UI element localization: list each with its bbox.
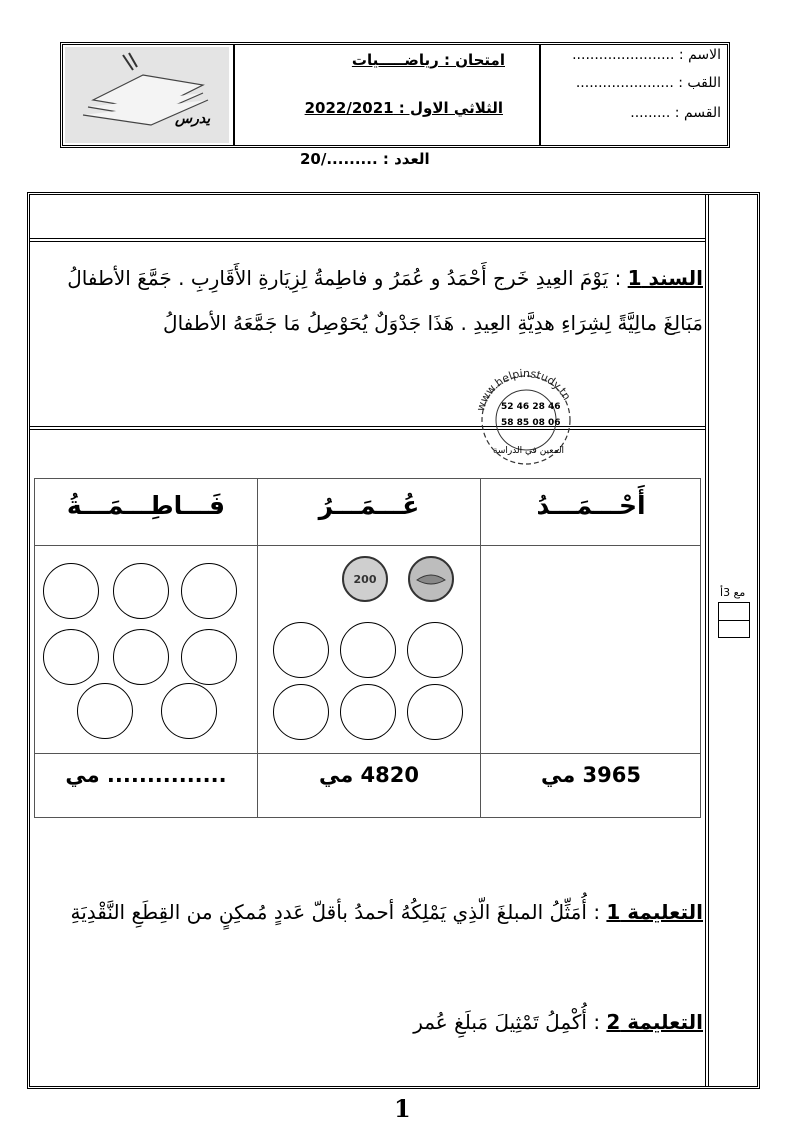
stamp-slogan: المعين في الدراسة [493, 446, 565, 456]
context-paragraph [53, 256, 703, 346]
margin-divider [705, 194, 709, 1087]
money-table [34, 478, 701, 818]
stamp-phone-1: 52 46 28 46 [501, 402, 561, 412]
header-ahmed: أَحْـــمَـــدُ [536, 491, 646, 520]
book-logo-icon [63, 45, 231, 145]
coin-value-label: 200 [353, 572, 377, 586]
student-class-field[interactable]: القسم : ......... [630, 105, 721, 121]
logo-cell [63, 45, 235, 145]
empty-coin-circle[interactable] [340, 622, 396, 678]
header-fatma: فَـــاطِـــمَـــةُ [66, 491, 226, 520]
empty-coin-circle[interactable] [161, 683, 217, 739]
student-surname-field[interactable]: اللقب : ...................... [575, 75, 721, 91]
criterion-score-box[interactable] [718, 602, 750, 638]
empty-coin-circle[interactable] [43, 563, 99, 619]
student-name-field[interactable]: الاسم : ....................... [572, 47, 721, 63]
empty-coin-circle[interactable] [273, 622, 329, 678]
amount-omar: 4820 مي [318, 763, 419, 787]
instruction-2 [63, 1000, 703, 1044]
coin-200-millimes-icon [342, 556, 388, 602]
empty-coin-circle[interactable] [113, 563, 169, 619]
instruction-1-separator: : [593, 900, 601, 924]
empty-coin-circle[interactable] [340, 684, 396, 740]
empty-coin-circle[interactable] [181, 563, 237, 619]
stamp-phone-2: 58 85 08 06 [501, 418, 561, 428]
table-row-divider [35, 545, 700, 546]
exam-info-cell [235, 45, 541, 145]
empty-coin-circle[interactable] [181, 629, 237, 685]
instruction-2-label: التعليمة 2 [606, 1010, 703, 1034]
empty-coin-circle[interactable] [43, 629, 99, 685]
context-label: السند 1 [627, 266, 703, 290]
empty-coin-circle[interactable] [77, 683, 133, 739]
instruction-1 [63, 890, 703, 934]
instruction-1-label: التعليمة 1 [606, 900, 703, 924]
instruction-1-text: أُمَثِّلُ المبلغَ الّذِي يَمْلِكُهُ أحمدُ بأقلّ عَددٍ مُمكِنٍ من القِطَعِ النَّقْدِيَةِ [70, 900, 587, 924]
exam-title: امتحان : رياضـــــيات [351, 51, 505, 69]
watermark-stamp [465, 360, 587, 466]
context-separator: : [614, 266, 622, 290]
amount-ahmed: 3965 مي [540, 763, 641, 787]
stamp-site: www.helpinstudy.tn [473, 366, 574, 413]
student-info-cell [541, 45, 727, 145]
amount-fatma-blank[interactable]: ............... مي [65, 763, 227, 787]
instruction-2-separator: : [593, 1010, 601, 1034]
instruction-2-text: أُكْمِلُ تَمْثِيلَ مَبلَغِ عُمر [413, 1010, 587, 1034]
total-score-line: العدد : ........./20 [300, 150, 430, 168]
page-number: 1 [394, 1094, 411, 1123]
empty-coin-circle[interactable] [407, 622, 463, 678]
score-box-divider [719, 620, 749, 621]
criterion-label: مع 3أ [720, 586, 746, 599]
table-row-divider [35, 753, 700, 754]
coin-reverse-icon [408, 556, 454, 602]
divider-middle [30, 426, 705, 430]
divider-top [30, 238, 705, 242]
context-text: يَوْمَ العِيدِ خَرج أَحْمَدُ و عُمَرُ و فاطِمةُ لِزِيَارةِ الأَقَارِبِ . جَمَّعَ الأطفالُ مَبَالِغَ مالِيَّةً لِشِرَاءِ هدِيَّةِ العِيدِ . هَذَا جَدْوَلٌ يُحَوْصِلُ مَا جَمَّعَهُ الأطفالُ [67, 266, 703, 335]
empty-coin-circle[interactable] [273, 684, 329, 740]
empty-coin-circle[interactable] [113, 629, 169, 685]
exam-term: الثلاثي الاول : 2022/2021 [304, 99, 503, 117]
logo-caption: يدرس [175, 111, 211, 127]
empty-coin-circle[interactable] [407, 684, 463, 740]
exam-header [60, 42, 730, 148]
header-omar: عُـــمَـــرُ [318, 491, 420, 520]
